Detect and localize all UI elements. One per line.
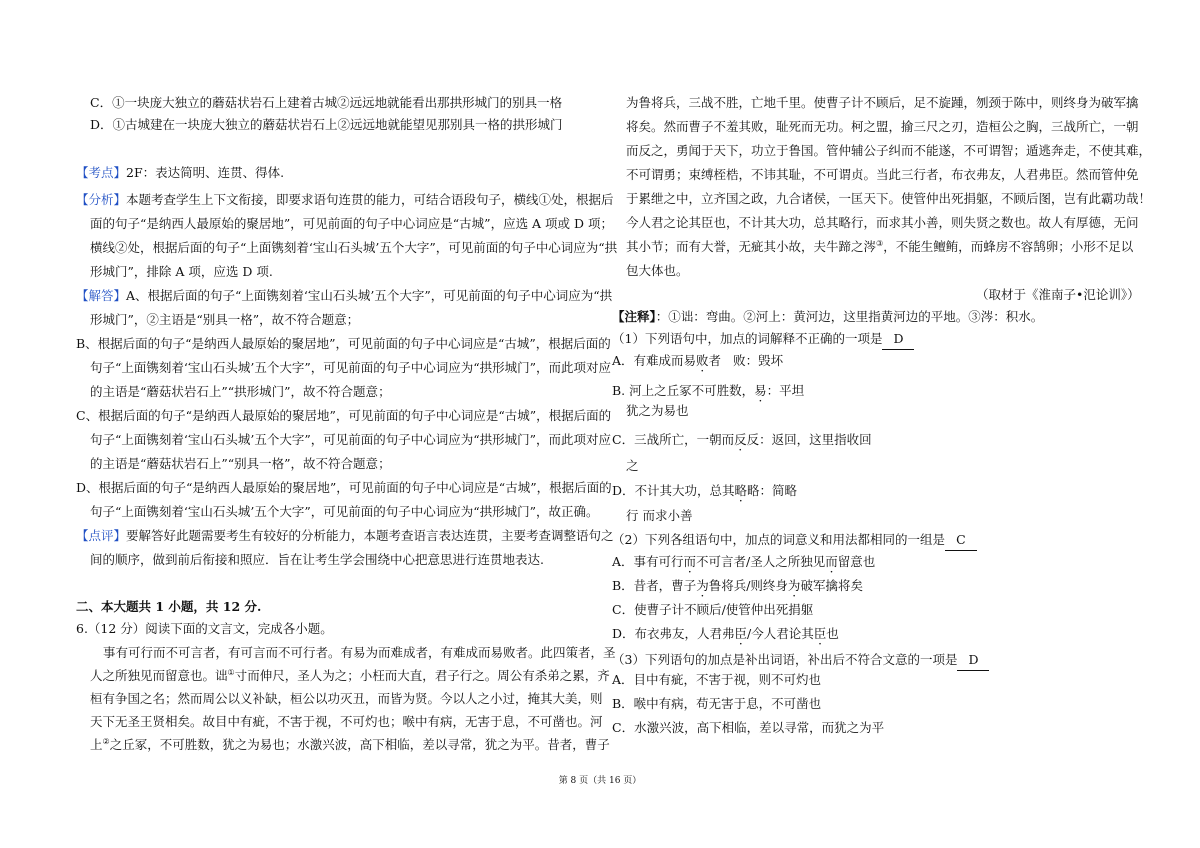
option-d: D．①古城建在一块庞大独立的蘑菇状岩石上②远远地就能望见那别具一格的拱形城门 [90, 117, 563, 132]
footnote-1-marker: ① [227, 667, 235, 677]
dianping-line-1 [76, 526, 614, 546]
fenxi-line-3: 横线②处，根据后面的句子“上面镌刻着‘宝山石头城’五个大字”，可见前面的句子中心词应为“拱 [90, 240, 618, 255]
passage-right-line-3: 而反之，勇闻于天下，功立于鲁国。管仲辅公子纠而不能遂，不可谓智；遁逃奔走，不使其难， [626, 143, 1152, 158]
option-c: C．①一块庞大独立的蘑菇状岩石上建着古城②远远地就能看出那拱形城门的别具一格 [90, 95, 563, 110]
footnote-2-marker: ② [102, 736, 110, 746]
question-6-stem: 6.（12 分）阅读下面的文言文，完成各小题。 [76, 621, 333, 636]
q2-option-a: A．事有可行而不可言者/圣人之所独见而留意也 [612, 554, 876, 569]
annotation-text: ：①诎：弯曲。②河上：黄河边，这里指黄河边的平地。③涔：积水。 [655, 309, 1044, 324]
section-heading: 二、本大题共 1 小题，共 12 分. [76, 599, 262, 614]
footnote-3-marker: ③ [876, 238, 884, 248]
q1-option-a: A．有难成而易败者 败：毁坏 [612, 353, 784, 368]
passage-right-line-5: 于累绁之中，立齐国之政，九合诸侯，一匡天下。使管仲出死捐躯，不顾后图，岂有此霸功哉！ [626, 191, 1152, 206]
answer-c-line-3: 的主语是“蘑菇状岩石上”“别具一格”，故不符合题意； [90, 456, 391, 471]
kaodian-tag: 【考点】 [76, 165, 127, 180]
q3-option-c: C．水激兴波，高下相临，差以寻常，而犹之为平 [612, 720, 885, 735]
fenxi-text-1: 本题考查学生上下文衔接，即要求语句连贯的能力，可结合语段句子，横线①处，根据后 [126, 192, 614, 207]
q3-answer: D [957, 650, 989, 671]
answer-d-line-2: 句子“上面镌刻着‘宝山石头城’五个大字”，可见前面的句子中心词应为“拱形城门”，故正确。 [90, 504, 599, 519]
q2-option-c: C．使曹子计不顾后/使管仲出死捐躯 [612, 602, 814, 617]
q1-option-c: C．三战所亡，一朝而反反：返回，这里指收回 [612, 432, 872, 447]
answer-d-line-1: D、根据后面的句子“是纳西人最原始的聚居地”，可见前面的句子中心词应是“古城”，根据后面的 [76, 480, 612, 495]
page-footer: 第 8 页（共 16 页） [558, 776, 642, 786]
q1-answer: D [882, 329, 914, 350]
dianping-tag: 【点评】 [76, 528, 127, 543]
answer-c-line-1: C、根据后面的句子“是纳西人最原始的聚居地”，可见前面的句子中心词应是“古城”，根据后面的 [76, 408, 612, 423]
passage-right-line-1: 为鲁将兵，三战不胜，亡地千里。使曹子计不顾后，足不旋踵，刎颈于陈中，则终身为破军擒 [626, 95, 1139, 110]
annotation [612, 307, 1043, 327]
q2-answer: C [945, 530, 977, 551]
kaodian [76, 163, 284, 183]
passage-source: （取材于《淮南子•氾论训》） [976, 287, 1140, 302]
passage-line-2: 人之所独见而留意也。诎①寸而伸尺，圣人为之；小枉而大直，君子行之。周公有杀弟之累，齐 [90, 667, 610, 683]
passage-line-5: 上②之丘冢，不可胜数，犹之为易也；水激兴波，高下相临，差以寻常，犹之为平。昔者，曹子 [90, 736, 610, 752]
jieda-text-1: A、根据后面的句子“上面镌刻着‘宝山石头城’五个大字”，可见前面的句子中心词应为“拱 [126, 288, 613, 303]
q1-stem: （1）下列语句中，加点的词解释不正确的一项是 D [612, 329, 914, 350]
passage-right-line-6: 今人君之论其臣也，不计其大功，总其略行，而求其小善，则失贤之数也。故人有厚德，无问 [626, 215, 1139, 230]
passage-line-4: 天下无圣王贤相矣。故目中有疵，不害于视，不可灼也；喉中有病，无害于息，不可凿也。河 [90, 714, 603, 729]
q2-option-b: B．昔者，曹子为鲁将兵/则终身为破军擒将矣 [612, 578, 863, 593]
q2-stem: （2）下列各组语句中，加点的词意义和用法都相同的一组是 C [612, 530, 977, 551]
fenxi-line-4: 形城门”，排除 A 项，应选 D 项. [90, 264, 273, 279]
q1-option-d: D．不计其大功，总其略略：简略 [612, 483, 798, 498]
answer-b-line-3: 的主语是“蘑菇状岩石上”“拱形城门”，故不符合题意； [90, 384, 391, 399]
passage-right-line-4: 不可谓勇；束缚桎梏，不讳其耻，不可谓贞。当此三行者，布衣弗友，人君弗臣。然而管仲免 [626, 167, 1139, 182]
passage-right-line-7: 其小节；而有大誉，无疵其小故，夫牛蹄之涔③，不能生鳣鲔，而蜂房不容鹄卵；小形不足以 [626, 238, 1134, 254]
answer-c-line-2: 句子“上面镌刻着‘宝山石头城’五个大字”，可见前面的句子中心词应为“拱形城门”，而此项对应 [90, 432, 612, 447]
q1-option-b-cont: 犹之为易也 [626, 403, 689, 418]
q1-option-b: B. 河上之丘冢不可胜数，易：平坦 [612, 383, 805, 398]
fenxi-line-1 [76, 190, 614, 210]
passage-line-3: 桓有争国之名；然而周公以义补缺，桓公以功灭丑，而皆为贤。今以人之小过，掩其大美，则 [90, 691, 603, 706]
passage-line-1: 事有可行而不可言者，有可言而不可行者。有易为而难成者，有难成而易败者。此四策者，圣 [103, 645, 616, 660]
passage-right-line-8: 包大体也。 [626, 263, 689, 278]
kaodian-text: 2F：表达简明、连贯、得体. [126, 165, 285, 180]
dianping-line-2: 间的顺序，做到前后衔接和照应．旨在让考生学会围绕中心把意思进行连贯地表达. [90, 552, 544, 567]
jieda-tag: 【解答】 [76, 288, 127, 303]
fenxi-tag: 【分析】 [76, 192, 127, 207]
q2-option-d: D．布衣弗友，人君弗臣/今人君论其臣也 [612, 626, 839, 641]
annotation-tag: 【注释】 [612, 309, 656, 324]
jieda-line-2: 形城门”，②主语是“别具一格”，故不符合题意； [90, 312, 360, 327]
q1-option-c-cont: 之 [626, 458, 639, 473]
q3-stem: （3）下列语句的加点是补出词语，补出后不符合文意的一项是 D [612, 650, 989, 671]
passage-right-line-2: 将矣。然而曹子不羞其败，耻死而无功。柯之盟，揄三尺之刃，造桓公之胸，三战所亡，一朝 [626, 119, 1139, 134]
answer-b-line-1: B、根据后面的句子“是纳西人最原始的聚居地”，可见前面的句子中心词应是“古城”，根据后面的 [76, 336, 611, 351]
q3-option-a: A．目中有疵，不害于视，则不可灼也 [612, 672, 822, 687]
jieda-line-1 [76, 286, 612, 306]
fenxi-line-2: 面的句子“是纳西人最原始的聚居地”，可见前面的句子中心词应是“古城”，应选 A 项或 D 项； [90, 216, 614, 231]
q3-option-b: B．喉中有病，苟无害于息，不可凿也 [612, 696, 822, 711]
q1-option-d-cont: 行 而求小善 [626, 508, 693, 523]
answer-b-line-2: 句子“上面镌刻着‘宝山石头城’五个大字”，可见前面的句子中心词应为“拱形城门”，而此项对应 [90, 360, 612, 375]
dianping-text-1: 要解答好此题需要考生有较好的分析能力，本题考查语言表达连贯，主要考查调整语句之 [126, 528, 614, 543]
